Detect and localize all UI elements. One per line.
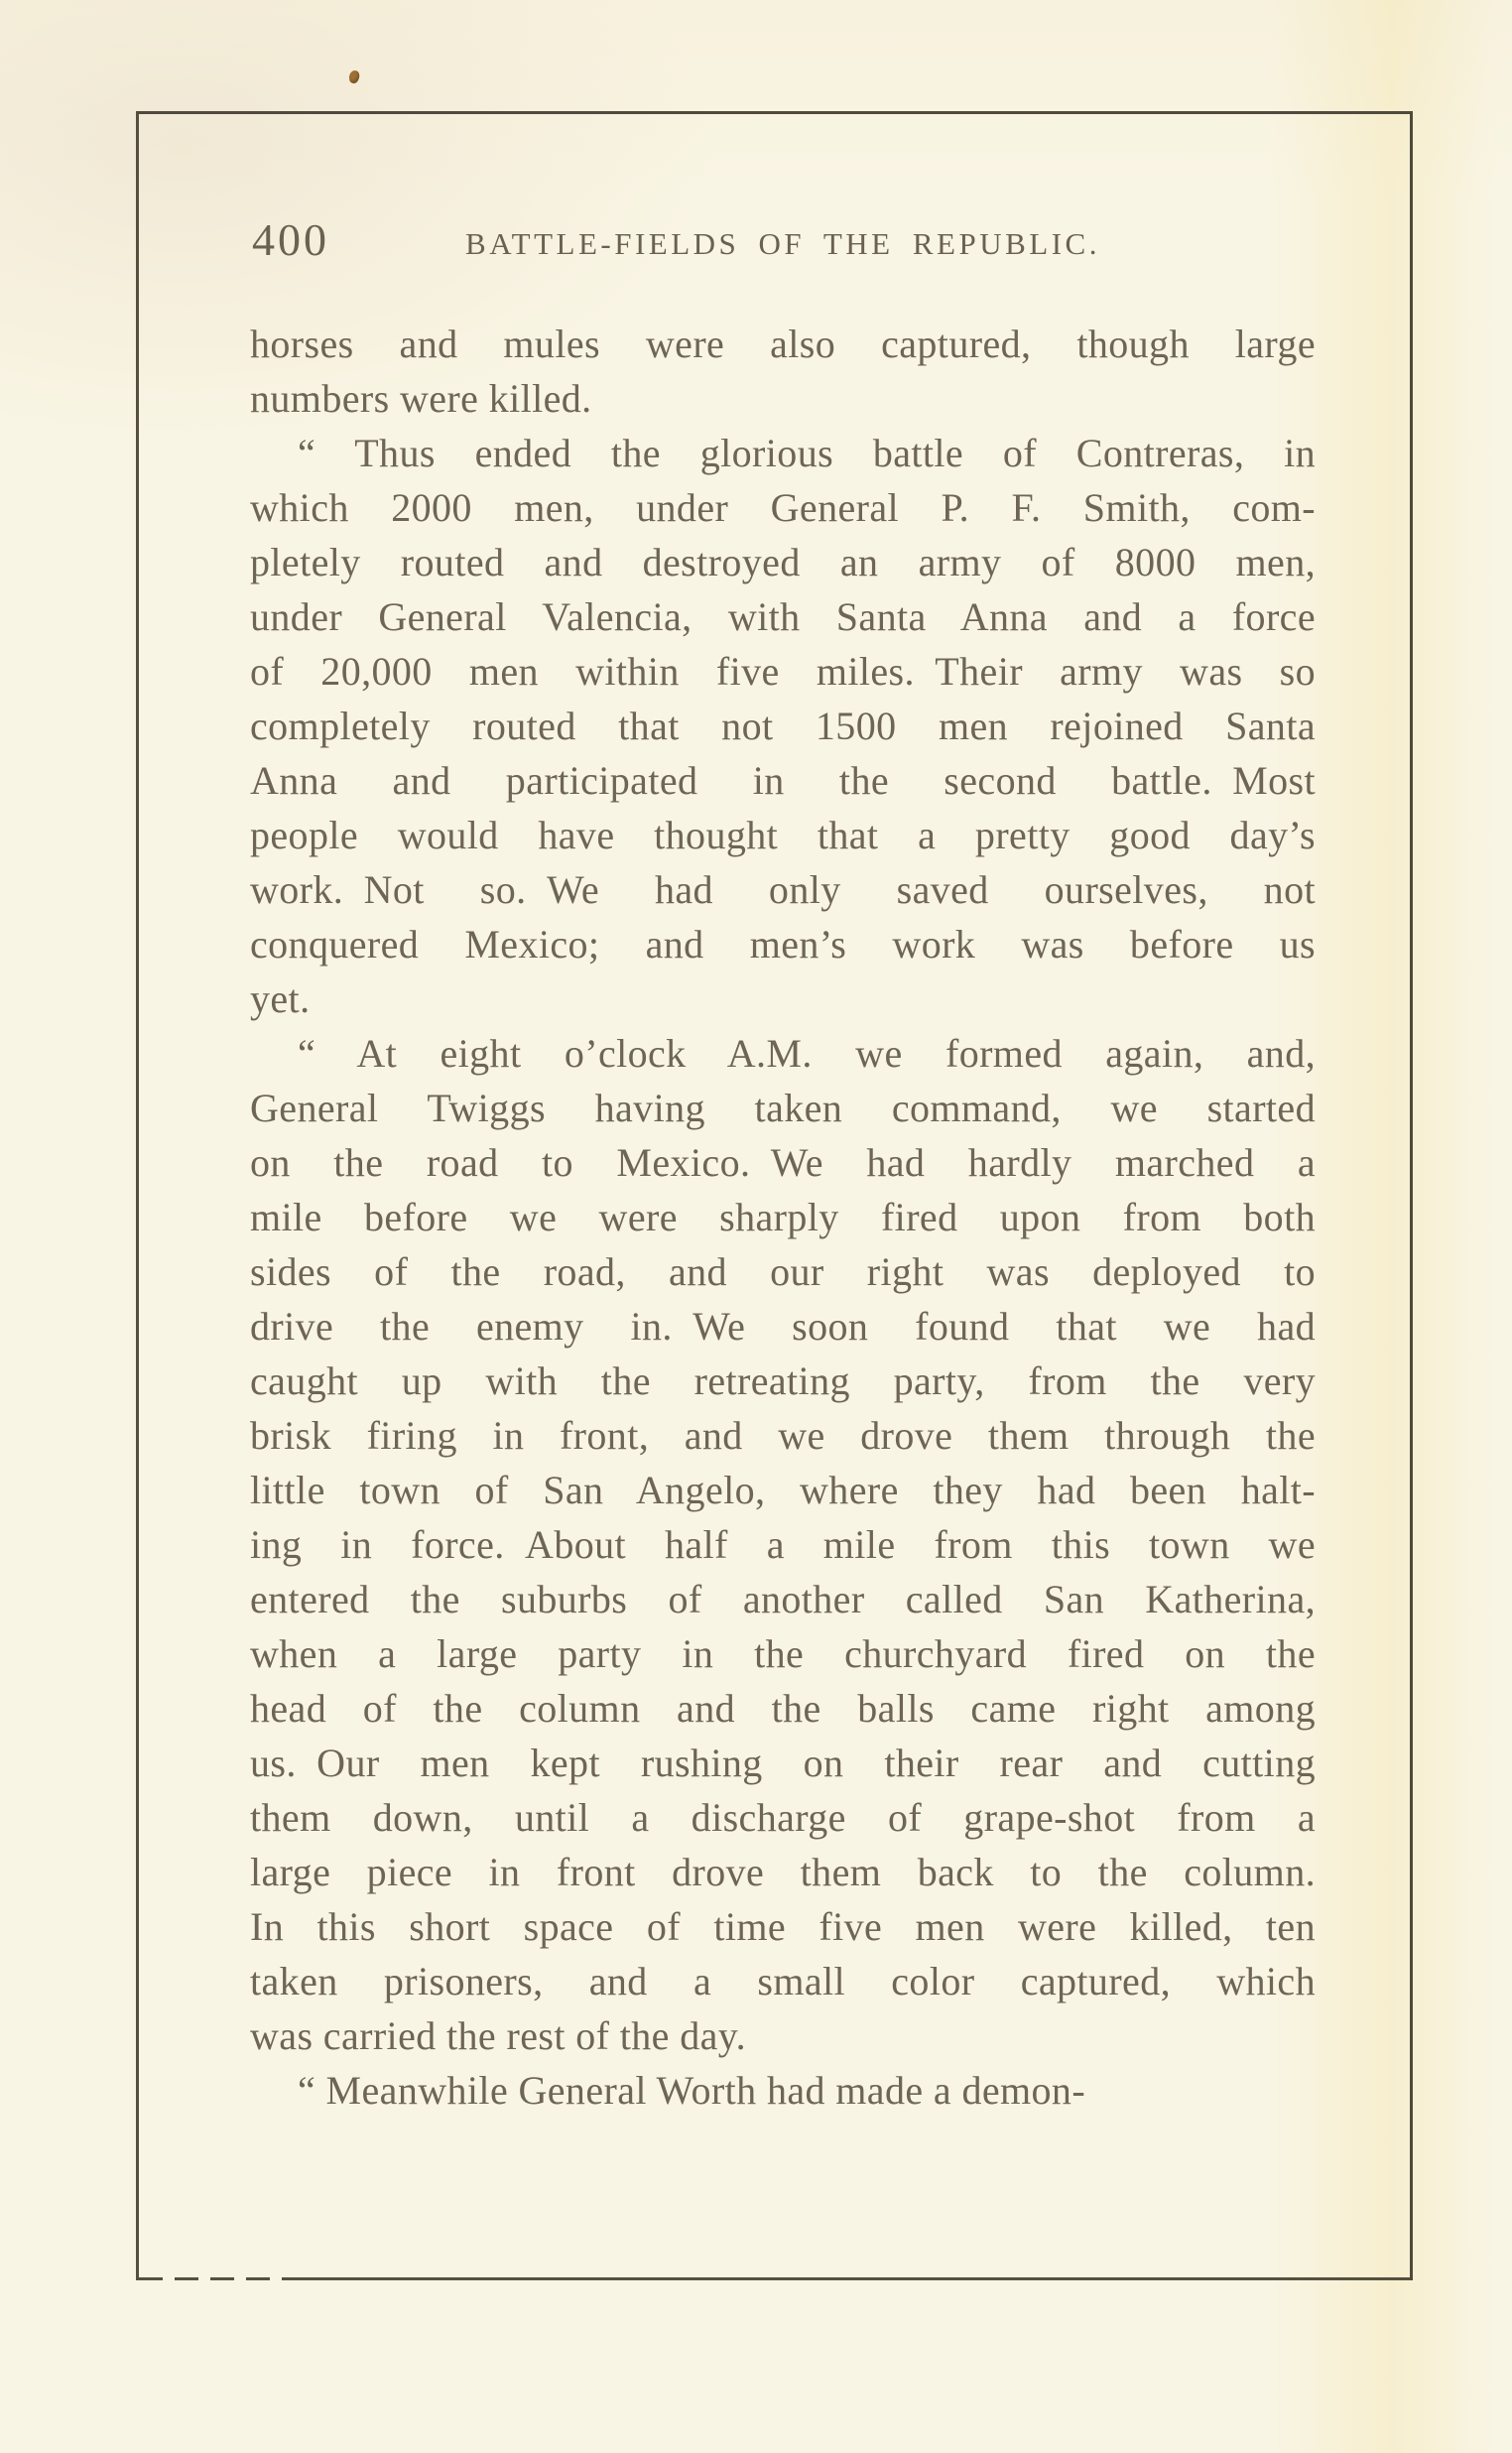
text-line: caught up with the retreating party, from the very <box>250 1358 1316 1403</box>
text-line: taken prisoners, and a small color captured, which <box>250 1959 1316 2003</box>
text-line: Anna and participated in the second battle. Most <box>250 758 1316 803</box>
text-line: large piece in front drove them back to the column. <box>250 1850 1316 1894</box>
text-line: people would have thought that a pretty good day’s <box>250 813 1316 857</box>
text-line: of 20,000 men within five miles. Their army was so <box>250 649 1316 694</box>
text-line: under General Valencia, with Santa Anna and a force <box>250 594 1316 639</box>
text-line: work. Not so. We had only saved ourselves, not <box>250 867 1316 912</box>
running-title: BATTLE-FIELDS OF THE REPUBLIC. <box>465 226 1100 261</box>
text-line: was carried the rest of the day. <box>250 2013 746 2058</box>
text-line: on the road to Mexico. We had hardly marched a <box>250 1140 1316 1185</box>
ink-speck <box>347 69 361 84</box>
text-line: pletely routed and destroyed an army of 8000 men, <box>250 540 1316 584</box>
text-line: “ Thus ended the glorious battle of Contreras, in <box>298 431 1316 475</box>
text-line: which 2000 men, under General P. F. Smith, com- <box>250 485 1316 530</box>
text-line: General Twiggs having taken command, we started <box>250 1086 1316 1130</box>
page-content <box>250 215 1316 2118</box>
text-line: drive the enemy in. We soon found that we had <box>250 1304 1316 1349</box>
text-line: sides of the road, and our right was deployed to <box>250 1249 1316 1294</box>
text-line: ing in force. About half a mile from this town we <box>250 1522 1316 1567</box>
text-line: horses and mules were also captured, though large <box>250 322 1316 366</box>
border-bottom-solid-segment <box>298 2277 1410 2280</box>
border-bottom-dashed-segment <box>139 2277 298 2280</box>
text-line: “ Meanwhile General Worth had made a demon- <box>298 2068 1086 2113</box>
page-number: 400 <box>252 214 329 265</box>
text-line: entered the suburbs of another called San Katherina, <box>250 1577 1316 1621</box>
text-line: mile before we were sharply fired upon from both <box>250 1195 1316 1239</box>
text-line: them down, until a discharge of grape-shot from a <box>250 1795 1316 1840</box>
text-line: “ At eight o’clock A.M. we formed again, and, <box>298 1031 1316 1076</box>
text-line: little town of San Angelo, where they had been halt- <box>250 1468 1316 1512</box>
text-line: us. Our men kept rushing on their rear and cutting <box>250 1741 1316 1785</box>
text-line: head of the column and the balls came right among <box>250 1686 1316 1731</box>
text-line: numbers were killed. <box>250 376 592 421</box>
text-line: yet. <box>250 976 311 1021</box>
text-line: when a large party in the churchyard fired on the <box>250 1631 1316 1676</box>
text-line: In this short space of time five men were killed, ten <box>250 1904 1316 1949</box>
text-line: conquered Mexico; and men’s work was before us <box>250 922 1316 967</box>
body-text <box>250 317 1316 2118</box>
text-line: brisk firing in front, and we drove them through the <box>250 1413 1316 1458</box>
running-header <box>250 215 1316 277</box>
text-line: completely routed that not 1500 men rejoined Santa <box>250 704 1316 748</box>
